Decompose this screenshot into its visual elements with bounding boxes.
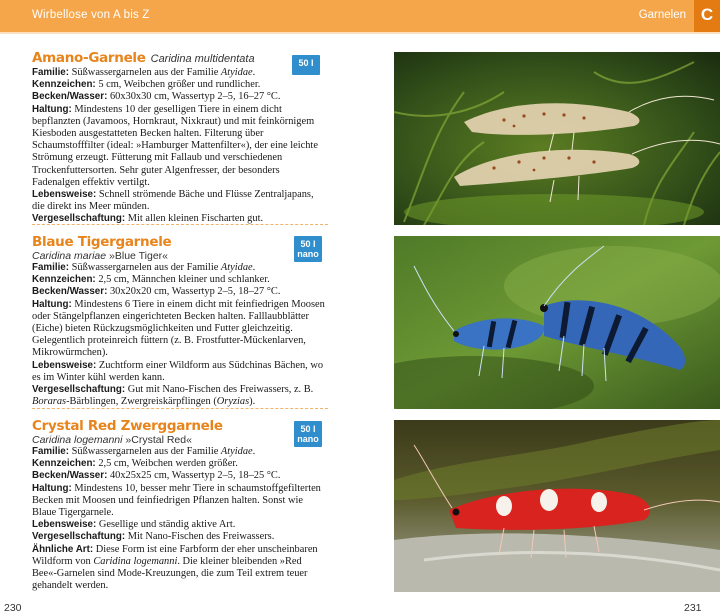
field-label: Kennzeichen: (32, 274, 96, 286)
entry-field: Lebensweise: Gesellige und ständig aktive Art. (32, 519, 236, 531)
field-label: Kennzeichen: (32, 458, 96, 470)
entry-blaue-tigergarnele (32, 234, 328, 408)
entry-field: Haltung: Mindestens 6 Tiere in einem dicht mit feinfiedrigen Moosen oder Stängelpflanzen eingerichteten Becken halten. Falllaubblätter (Eiche) bieten Rückzugsmöglichkeiten und Futter gleichzeitig. Gelegentlich proteinreich füttern (z. B. Frostfutter-Mückenlarven, Mikrowürmchen). (32, 298, 325, 359)
entry-amano-garnele (32, 50, 328, 226)
section-divider (32, 224, 328, 225)
entry-title: Amano-Garnele Caridina multidentata (32, 50, 255, 66)
amano-shrimp-photo (394, 52, 720, 225)
entry-field: Lebensweise: Schnell strömende Bäche und Flüsse Zentraljapans, die direkt ins Meer münden. (32, 189, 314, 213)
entry-field: Becken/Wasser: 30x20x20 cm, Wassertyp 2–5, 18–27 °C. (32, 286, 281, 298)
field-label: Becken/Wasser: (32, 286, 108, 298)
header-bar (0, 0, 720, 32)
field-label: Haltung: (32, 298, 72, 310)
entry-body (32, 67, 328, 226)
blue-tiger-shrimp-photo (394, 236, 720, 409)
field-label: Haltung: (32, 482, 72, 494)
entry-field: Kennzeichen: 5 cm, Weibchen größer und rundlicher. (32, 79, 261, 91)
field-label: Lebensweise: (32, 519, 97, 531)
field-label: Becken/Wasser: (32, 470, 108, 482)
scientific-name: Caridina logemanni »Crystal Red« (32, 434, 192, 446)
entry-field: Familie: Süßwassergarnelen aus der Familie Atyidae. (32, 67, 256, 78)
field-label: Kennzeichen: (32, 79, 96, 91)
field-label: Vergesellschaftung: (32, 384, 126, 396)
field-label: Ähnliche Art: (32, 543, 94, 555)
entry-field: Becken/Wasser: 60x30x30 cm, Wassertyp 2–5, 16–27 °C. (32, 91, 281, 103)
entry-field: Ähnliche Art: Diese Form ist eine Farbform der eher unscheinbaren Wildform von Caridina logemanni. Die kleiner bleibenden »Red Bee«-Garnelen sind Mode-Kreuzungen, die zum Teil extrem teuer gehandelt werden. (32, 543, 318, 592)
entry-title: Blaue Tigergarnele (32, 234, 172, 250)
field-label: Lebensweise: (32, 359, 97, 371)
entry-field: Vergesellschaftung: Mit Nano-Fischen des Freiwassers. (32, 531, 275, 543)
entry-body (32, 446, 328, 592)
entry-field: Becken/Wasser: 40x25x25 cm, Wassertyp 2–5, 18–25 °C. (32, 470, 281, 482)
field-label: Familie: (32, 446, 70, 457)
field-label: Familie: (32, 67, 70, 78)
chapter-tab[interactable]: C (694, 0, 720, 32)
page-number-left: 230 (4, 602, 22, 614)
entry-body (32, 262, 328, 408)
entry-field: Kennzeichen: 2,5 cm, Männchen kleiner und schlanker. (32, 274, 270, 286)
header-divider (0, 32, 720, 34)
entry-field: Vergesellschaftung: Gut mit Nano-Fischen des Freiwassers, z. B. Boraras-Bärblingen, Zwergreiskärpflingen (Oryzias). (32, 384, 314, 408)
entry-crystal-red-zwerggarnele (32, 418, 328, 592)
entry-field: Familie: Süßwassergarnelen aus der Familie Atyidae. (32, 446, 256, 457)
crystal-red-shrimp-photo (394, 420, 720, 592)
tank-size-badge: 50 l nano (294, 236, 322, 262)
entry-field: Lebensweise: Zuchtform einer Wildform aus Südchinas Bächen, wo es im Winter kühl werden kann. (32, 359, 324, 383)
entry-field: Haltung: Mindestens 10 der geselligen Tiere in einem dicht bepflanzten (Javamoos, Hornkraut, Nixkraut) und mit feinkörnigem Kiesboden ausgestatteten Becken halten. Filterung über Schaumstofffilter (ideal: »Hamburger Mattenfilter«), der eine leichte Strömung erzeugt. Fütterung mit Fallaub und verschiedenen Trockenfuttersorten. Sehr guter Algenfresser, der besonders Fadenalgen effektiv vertilgt. (32, 103, 318, 188)
field-label: Haltung: (32, 103, 72, 115)
field-label: Lebensweise: (32, 189, 97, 201)
entry-title: Crystal Red Zwerggarnele (32, 418, 223, 434)
tank-size-badge: 50 l (292, 55, 320, 75)
entry-field: Vergesellschaftung: Mit allen kleinen Fischarten gut. (32, 213, 264, 225)
entry-field: Kennzeichen: 2,5 cm, Weibchen werden größer. (32, 458, 238, 470)
header-left-title: Wirbellose von A bis Z (32, 9, 150, 21)
field-label: Familie: (32, 262, 70, 273)
page-number-right: 231 (684, 602, 702, 614)
field-label: Becken/Wasser: (32, 91, 108, 103)
scientific-name: Caridina multidentata (150, 53, 255, 65)
header-right-title: Garnelen (638, 9, 686, 21)
field-label: Vergesellschaftung: (32, 213, 126, 225)
entry-field: Familie: Süßwassergarnelen aus der Familie Atyidae. (32, 262, 256, 273)
entry-field: Haltung: Mindestens 10, besser mehr Tiere in schaumstoffgefilterten Becken mit Moosen und feinfiedrigen Pflanzen halten. Sonst wie Blaue Tigergarnele. (32, 482, 321, 519)
section-divider (32, 408, 328, 409)
scientific-name: Caridina mariae »Blue Tiger« (32, 250, 168, 262)
field-label: Vergesellschaftung: (32, 531, 126, 543)
tank-size-badge: 50 l nano (294, 421, 322, 447)
